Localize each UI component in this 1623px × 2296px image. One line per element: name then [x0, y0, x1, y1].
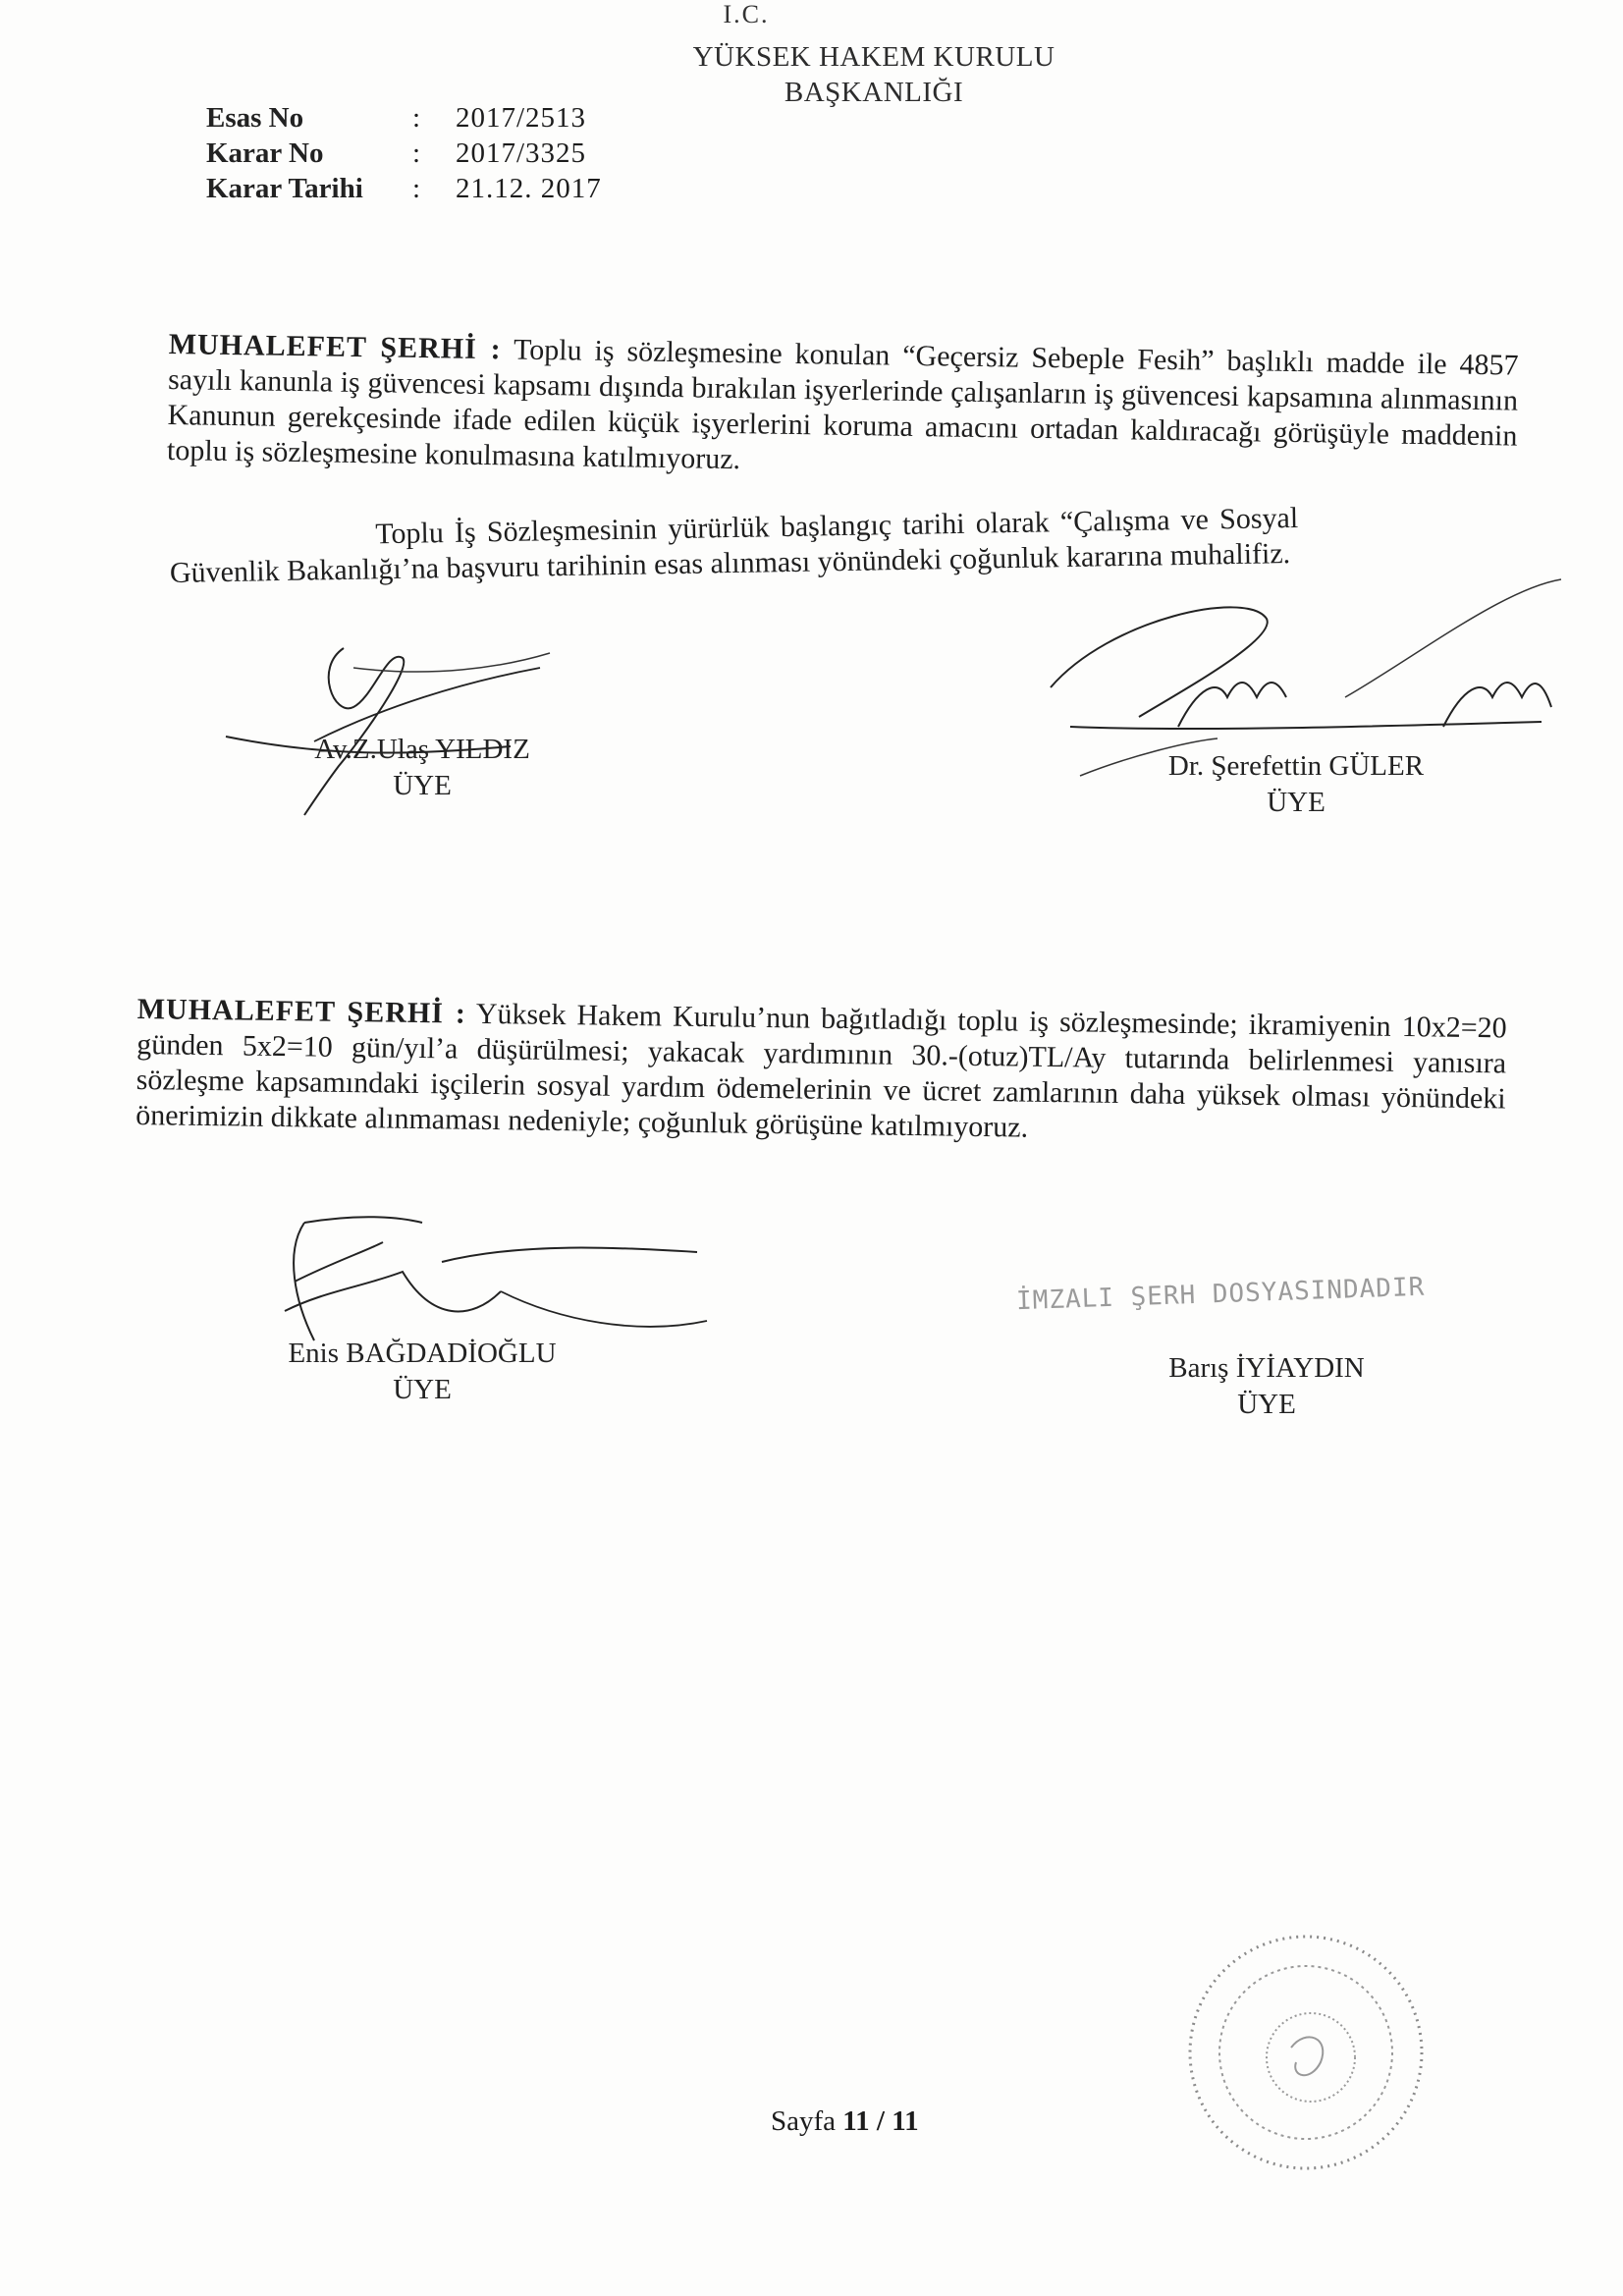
official-seal-icon	[1173, 1920, 1438, 2185]
dissent-text: Yüksek Hakem Kurulu’nun bağıtladığı toplu iş sözleşmesinde; ikramiyenin 10x2=20 günden 5x2=10 gün/yıl’a düşürülmesi; yakacak yardımının 30.-(otuz)TL/Ay tutarında belirlenmesi yanısıra sözleşme kapsamındaki işçilerin sosyal yardım ödemelerinin ve ücret zamlarının daha yüksek olması yönündeki önerimizin dikkate alınmaması nedeniyle; çoğunluk görüşüne katılmıyoruz.	[135, 997, 1507, 1144]
dissent-paragraph-1	[167, 327, 1519, 490]
signatory-name: Av.Z.Ulaş YILDIZ	[314, 734, 530, 765]
meta-sep: :	[412, 102, 421, 134]
meta-key: Karar Tarihi	[206, 173, 363, 204]
meta-row-esas	[206, 100, 602, 136]
signatory-iyiaydin	[1090, 1350, 1443, 1423]
signatory-bagdadioglu	[226, 1336, 619, 1408]
meta-sep: :	[412, 137, 421, 169]
signed-dissent-stamp: İMZALI ŞERH DOSYASINDADIR	[1015, 1272, 1426, 1317]
signatory-role: ÜYE	[393, 770, 452, 801]
meta-value: 2017/2513	[456, 102, 587, 134]
meta-row-karar	[206, 136, 602, 171]
institution-header	[638, 39, 1109, 110]
meta-sep: :	[412, 173, 421, 204]
dissent-label: MUHALEFET ŞERHİ :	[168, 327, 502, 366]
dissent-paragraph-2	[135, 992, 1507, 1152]
meta-value: 2017/3325	[456, 137, 587, 169]
signatory-role: ÜYE	[1267, 787, 1325, 818]
case-metadata	[206, 100, 602, 206]
dissent-text-2: Toplu İş Sözleşmesinin yürürlük başlangıç tarihi olarak “Çalışma ve Sosyal Güvenlik Bakanlığı’na başvuru tarihinin esas alınması yönündeki çoğunluk kararına muhalifiz.	[169, 501, 1299, 589]
page-prefix: Sayfa	[771, 2105, 837, 2137]
institution-department: BAŞKANLIĞI	[784, 77, 964, 108]
signatory-yildiz	[245, 732, 599, 804]
meta-value: 21.12. 2017	[456, 173, 602, 204]
institution-name: YÜKSEK HAKEM KURULU	[692, 41, 1055, 73]
header-partial-text: I.C.	[723, 0, 770, 28]
dissent-text: Toplu iş sözleşmesine konulan “Geçersiz Sebeple Fesih” başlıklı madde ile 4857 sayılı kanunla iş güvencesi kapsamı dışında bırakılan işyerlerinde çalışanların iş güvencesi kapsamına alınmasının Kanunun gerekçesinde ifade edilen küçük işyerlerini koruma amacını ortadan kaldıracağı görüşüyle maddenin toplu iş sözleşmesine konulmasına katılmıyoruz.	[166, 333, 1519, 476]
signatory-name: Dr. Şerefettin GÜLER	[1167, 750, 1425, 782]
meta-key: Karar No	[206, 137, 324, 169]
dissent-label: MUHALEFET ŞERHİ :	[136, 992, 467, 1030]
signatory-name: Enis BAĞDADİOĞLU	[288, 1338, 557, 1369]
signatory-name: Barış İYİAYDIN	[1168, 1352, 1365, 1384]
meta-key: Esas No	[206, 102, 304, 134]
signatory-role: ÜYE	[1237, 1389, 1296, 1420]
signatory-role: ÜYE	[393, 1374, 452, 1405]
page-number	[771, 2105, 919, 2138]
meta-row-tarih	[206, 171, 602, 206]
signatory-guler	[1109, 748, 1483, 821]
page-count: 11 / 11	[842, 2105, 919, 2137]
